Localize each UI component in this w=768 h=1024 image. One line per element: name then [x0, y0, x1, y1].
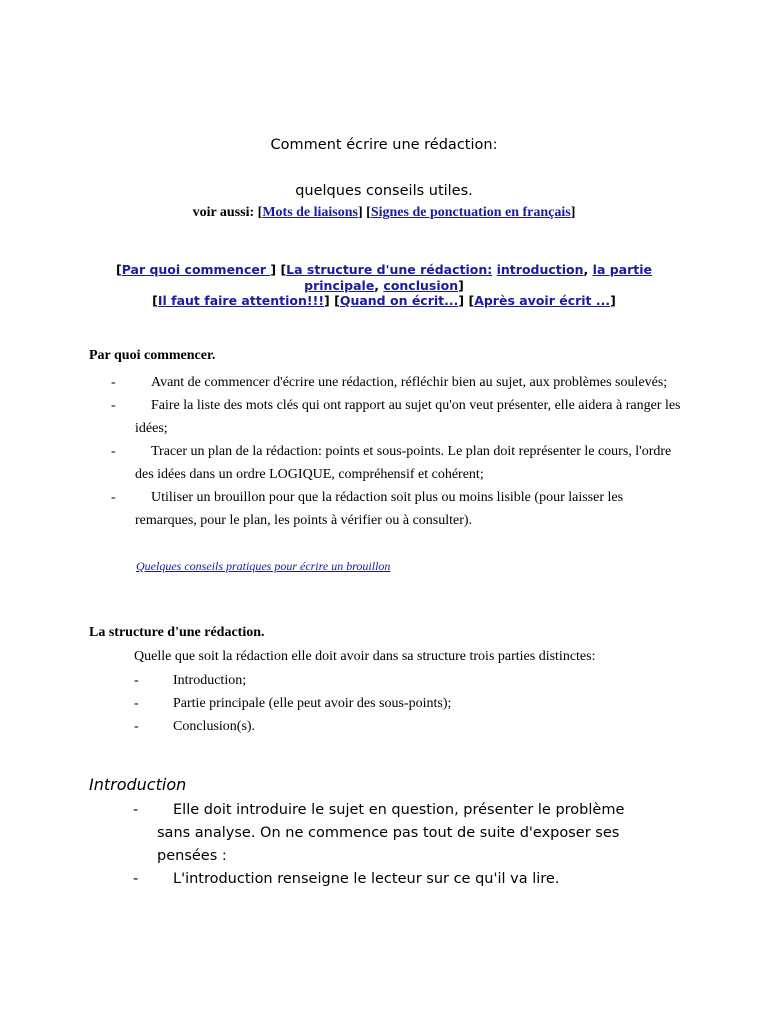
list-item: - Conclusion(s). [134, 719, 256, 734]
nav-par-quoi-commencer-link[interactable]: Par quoi commencer [121, 262, 271, 277]
nav-quand-on-ecrit-link[interactable]: Quand on écrit... [339, 293, 459, 308]
section2-list [134, 669, 634, 738]
nav-structure-link[interactable]: La structure d'une rédaction: [286, 262, 493, 277]
see-also-line: voir aussi: [Mots de liaisons] [Signes de ponctuation en français] [192, 205, 576, 220]
signes-de-ponctuation-link[interactable]: Signes de ponctuation en français [370, 205, 571, 220]
list-item: - L'introduction renseigne le lecteur sur ce qu'il va lire. [133, 871, 560, 887]
list-item: - Partie principale (elle peut avoir des sous-points); [134, 696, 452, 711]
list-item: - Elle doit introduire le sujet en question, présenter le problème sans analyse. On ne commence pas tout de suite d'exposer ses pensées : [133, 802, 625, 864]
list-item: - Avant de commencer d'écrire une rédaction, réfléchir bien au sujet, aux problèmes soulevés; [111, 375, 668, 390]
nav-conclusion-link[interactable]: conclusion [383, 277, 459, 293]
mots-de-liaisons-link[interactable]: Mots de liaisons [262, 205, 358, 220]
list-item: - Utiliser un brouillon pour que la rédaction soit plus ou moins lisible (pour laisser les remarques, pour le plan, les points à vérifier ou à consulter). [111, 490, 624, 528]
nav-apres-avoir-ecrit-link[interactable]: Après avoir écrit ... [474, 293, 611, 308]
section1-list [111, 371, 681, 532]
nav-introduction-link[interactable]: introduction [496, 262, 584, 277]
list-item: - Introduction; [134, 673, 247, 688]
page-subtitle: quelques conseils utiles. [295, 183, 473, 199]
nav-attention-link[interactable]: Il faut faire attention!!! [157, 293, 325, 308]
section-heading-introduction: Introduction [89, 775, 187, 794]
page-title: Comment écrire une rédaction: [270, 137, 498, 153]
section-navigation: [Par quoi commencer ] [La structure d'une rédaction: introduction, la partie principale, conclusion] [Il faut faire attention!!!] [Quand on écrit...] [Après avoir écrit ...] [115, 262, 653, 308]
list-item: - Tracer un plan de la rédaction: points et sous-points. Le plan doit représenter le cours, l'ordre des idées dans un ordre LOGIQUE, compréhensif et cohérent; [111, 444, 672, 482]
brouillon-tips-link[interactable]: Quelques conseils pratiques pour écrire un brouillon [136, 559, 391, 573]
structure-intro-text: Quelle que soit la rédaction elle doit avoir dans sa structure trois parties distinctes: [134, 649, 596, 664]
section-heading-structure: La structure d'une rédaction. [89, 625, 265, 640]
section3-list [133, 799, 653, 891]
list-item: - Faire la liste des mots clés qui ont rapport au sujet qu'on veut présenter, elle aidera à ranger les idées; [111, 398, 681, 436]
nav-partie-principale-link[interactable]: la partie principale [304, 262, 653, 293]
section-heading-par-quoi-commencer: Par quoi commencer. [89, 348, 216, 363]
